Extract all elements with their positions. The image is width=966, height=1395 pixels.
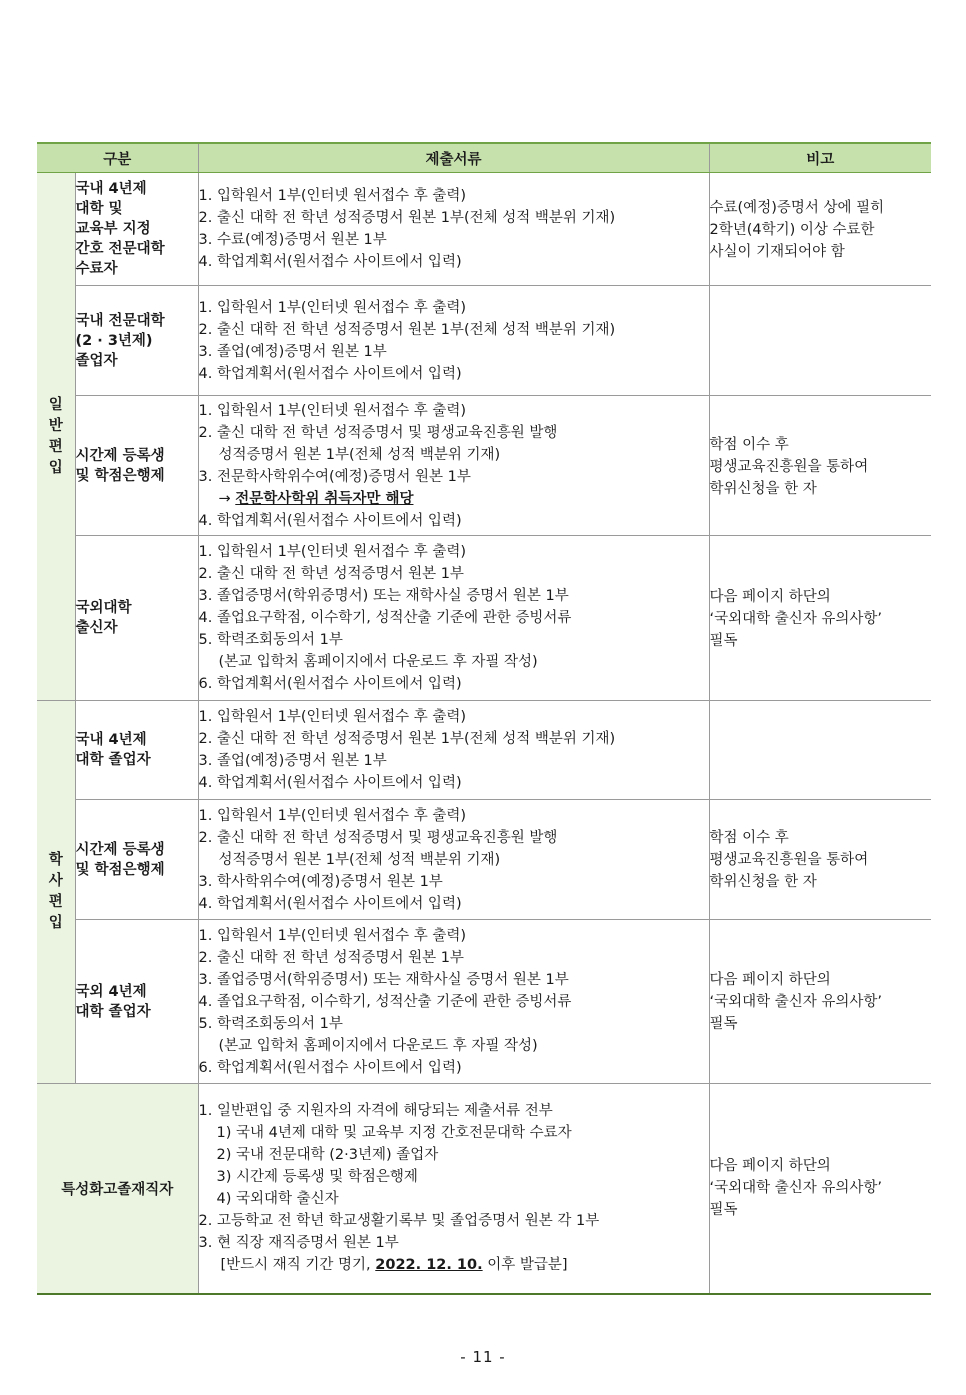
subcategory-line: 및 학점은행제 (75, 467, 165, 484)
remarks-cell (709, 396, 931, 536)
group-label-char: 입 (48, 915, 63, 931)
group-label-char: 입 (48, 459, 63, 476)
group-label-char: 반 (48, 417, 63, 434)
document-item: 2. 출신 대학 전 학년 성적증명서 원본 1부(전체 성적 백분위 기재) (198, 321, 616, 338)
document-item: 5. 학력조회동의서 1부 (198, 632, 343, 648)
document-item: 2. 출신 대학 전 학년 성적증명서 원본 1부(전체 성적 백분위 기재) (198, 210, 616, 226)
remark-line: 다음 페이지 하단의 (709, 589, 831, 605)
remark-line: 평생교육진흥원을 통하여 (709, 851, 869, 868)
document-item: 3) 시간제 등록생 및 학점은행제 (216, 1169, 418, 1186)
remark-line: 필독 (709, 1015, 738, 1032)
document-item: 3. 졸업증명서(학위증명서) 또는 재학사실 증명서 원본 1부 (198, 971, 569, 988)
submission-documents-table (37, 142, 931, 1295)
document-item: 6. 학업계획서(원서접수 사이트에서 입력) (198, 676, 462, 692)
remark-line: ‘국외대학 출신자 유의사항’ (709, 1180, 883, 1197)
table-row (37, 800, 931, 920)
document-item: 1. 입학원서 1부(인터넷 원서접수 후 출력) (198, 807, 467, 824)
subcategory-cell (75, 396, 198, 536)
document-item: 1) 국내 4년제 대학 및 교육부 지정 간호전문대학 수료자 (216, 1125, 572, 1142)
document-item: 5. 학력조회동의서 1부 (198, 1015, 343, 1032)
group-label-char: 편 (48, 894, 63, 910)
remarks-cell (709, 286, 931, 396)
document-item: 1. 일반편입 중 지원자의 자격에 해당되는 제출서류 전부 (198, 1103, 553, 1120)
document-item: 성적증명서 원본 1부(전체 성적 백분위 기재) (218, 851, 501, 868)
document-item (199, 1254, 709, 1276)
subcategory-line: 졸업자 (75, 352, 118, 369)
document-item: 1. 입학원서 1부(인터넷 원서접수 후 출력) (198, 709, 467, 725)
remark-line: 학점 이수 후 (709, 437, 789, 453)
document-item: 1. 입학원서 1부(인터넷 원서접수 후 출력) (198, 402, 467, 419)
group-bachelor-transfer (37, 701, 75, 1084)
subcategory-line: 대학 졸업자 (75, 1003, 151, 1020)
remark-line: 평생교육진흥원을 통하여 (709, 459, 869, 475)
subcategory-line: 시간제 등록생 (75, 447, 165, 464)
remark-line: 학위신청을 한 자 (709, 873, 817, 890)
group-label-char: 일 (48, 396, 63, 413)
table-row (37, 173, 931, 286)
documents-cell (198, 173, 709, 286)
table-row (37, 396, 931, 536)
document-item: 1. 입학원서 1부(인터넷 원서접수 후 출력) (198, 927, 467, 944)
remarks-cell (709, 173, 931, 286)
table-row (37, 536, 931, 701)
subcategory-cell (75, 173, 198, 286)
subcategory-line: 대학 및 (75, 201, 123, 217)
remark-line: 학점 이수 후 (709, 829, 789, 846)
remarks-cell (709, 1084, 931, 1294)
document-item: 3. 졸업(예정)증명서 원본 1부 (198, 343, 387, 360)
document-item: 3. 수료(예정)증명서 원본 1부 (198, 232, 387, 248)
document-item: 1. 입학원서 1부(인터넷 원서접수 후 출력) (198, 544, 467, 560)
remark-line: 수료(예정)증명서 상에 필히 (709, 200, 885, 216)
remarks-cell (709, 920, 931, 1084)
header-category: 구분 (37, 143, 198, 173)
remarks-cell (709, 536, 931, 701)
document-item: 3. 졸업(예정)증명서 원본 1부 (198, 753, 387, 769)
arrow-icon: → (218, 490, 231, 507)
header-remarks: 비고 (709, 143, 931, 173)
remark-line: ‘국외대학 출신자 유의사항’ (709, 611, 883, 627)
document-item: 2. 고등학교 전 학년 학교생활기록부 및 졸업증명서 원본 각 1부 (198, 1213, 600, 1230)
documents-cell (198, 286, 709, 396)
document-item: 2. 출신 대학 전 학년 성적증명서 및 평생교육진흥원 발행 (198, 424, 558, 441)
documents-cell (198, 1084, 709, 1294)
subcategory-line: 국외대학 (75, 600, 132, 616)
document-emphasis: 전문학사학위 취득자만 해당 (235, 490, 414, 507)
subcategory-line: 시간제 등록생 (75, 841, 165, 858)
special-category-label: 특성화고졸재직자 (37, 1084, 198, 1294)
group-general-transfer (37, 173, 75, 701)
documents-cell (198, 800, 709, 920)
document-item: 4. 학업계획서(원서접수 사이트에서 입력) (198, 254, 462, 270)
document-item: 성적증명서 원본 1부(전체 성적 백분위 기재) (218, 446, 501, 463)
subcategory-line: 및 학점은행제 (75, 861, 165, 878)
document-item: 3. 전문학사학위수여(예정)증명서 원본 1부 (198, 468, 471, 485)
remark-line: 사실이 기재되어야 함 (709, 244, 845, 260)
remark-line: 다음 페이지 하단의 (709, 971, 831, 988)
documents-cell (198, 536, 709, 701)
document-item: 4. 졸업요구학점, 이수학기, 성적산출 기준에 관한 증빙서류 (198, 993, 572, 1010)
document-text: 이후 발급분] (487, 1257, 568, 1274)
group-label-char: 학 (48, 852, 63, 868)
page-number: - 11 - (460, 1348, 506, 1366)
subcategory-line: 국내 4년제 (75, 732, 147, 748)
document-item: 4. 학업계획서(원서접수 사이트에서 입력) (198, 512, 462, 529)
document-item: 1. 입학원서 1부(인터넷 원서접수 후 출력) (198, 299, 467, 316)
header-documents: 제출서류 (198, 143, 709, 173)
group-label-char: 사 (48, 873, 63, 889)
subcategory-line: 수료자 (75, 261, 118, 277)
document-item: 2) 국내 전문대학 (2·3년제) 졸업자 (216, 1147, 439, 1164)
documents-cell (198, 701, 709, 800)
document-item: 3. 졸업증명서(학위증명서) 또는 재학사실 증명서 원본 1부 (198, 588, 569, 604)
table-row (37, 920, 931, 1084)
document-emphasis-date: 2022. 12. 10. (375, 1257, 483, 1274)
document-item: 4. 학업계획서(원서접수 사이트에서 입력) (198, 365, 462, 382)
subcategory-line: (2 · 3년제) (75, 332, 153, 349)
table-header-row (37, 143, 931, 173)
remarks-cell (709, 800, 931, 920)
remark-line: 2학년(4학기) 이상 수료한 (709, 222, 875, 238)
remark-line: 필독 (709, 633, 738, 649)
subcategory-line: 교육부 지정 (75, 221, 151, 237)
document-item: (본교 입학처 홈페이지에서 다운로드 후 자필 작성) (218, 1037, 538, 1054)
remark-line: 다음 페이지 하단의 (709, 1158, 831, 1175)
subcategory-cell (75, 701, 198, 800)
group-label-char: 편 (48, 438, 63, 455)
subcategory-cell (75, 800, 198, 920)
documents-cell (198, 920, 709, 1084)
remark-line: 학위신청을 한 자 (709, 481, 817, 497)
table-row (37, 286, 931, 396)
document-item: 4. 학업계획서(원서접수 사이트에서 입력) (198, 775, 462, 791)
subcategory-cell (75, 286, 198, 396)
table-row (37, 1084, 931, 1294)
table-row (37, 701, 931, 800)
document-item: 2. 출신 대학 전 학년 성적증명서 및 평생교육진흥원 발행 (198, 829, 558, 846)
document-item: (본교 입학처 홈페이지에서 다운로드 후 자필 작성) (218, 654, 538, 670)
remark-line: 필독 (709, 1202, 738, 1219)
document-item (199, 488, 709, 510)
document-item: 4) 국외대학 출신자 (216, 1191, 339, 1208)
document-item: 4. 학업계획서(원서접수 사이트에서 입력) (198, 895, 462, 912)
document-item: 3. 현 직장 재직증명서 원본 1부 (198, 1235, 399, 1252)
document-item: 2. 출신 대학 전 학년 성적증명서 원본 1부 (198, 566, 464, 582)
subcategory-line: 국내 4년제 (75, 181, 147, 197)
subcategory-cell (75, 536, 198, 701)
document-item: 2. 출신 대학 전 학년 성적증명서 원본 1부 (198, 949, 464, 966)
subcategory-line: 국내 전문대학 (75, 312, 165, 329)
document-item: 6. 학업계획서(원서접수 사이트에서 입력) (198, 1059, 462, 1076)
remarks-cell (709, 701, 931, 800)
subcategory-line: 간호 전문대학 (75, 241, 165, 257)
subcategory-line: 대학 졸업자 (75, 752, 151, 768)
document-item: 4. 졸업요구학점, 이수학기, 성적산출 기준에 관한 증빙서류 (198, 610, 572, 626)
document-item: 3. 학사학위수여(예정)증명서 원본 1부 (198, 873, 443, 890)
subcategory-cell (75, 920, 198, 1084)
remark-line: ‘국외대학 출신자 유의사항’ (709, 993, 883, 1010)
document-item: 1. 입학원서 1부(인터넷 원서접수 후 출력) (198, 188, 467, 204)
documents-cell (198, 396, 709, 536)
subcategory-line: 출신자 (75, 620, 118, 636)
document-item: 2. 출신 대학 전 학년 성적증명서 원본 1부(전체 성적 백분위 기재) (198, 731, 616, 747)
document-text: [반드시 재직 기간 명기, (220, 1257, 371, 1274)
subcategory-line: 국외 4년제 (75, 983, 147, 1000)
